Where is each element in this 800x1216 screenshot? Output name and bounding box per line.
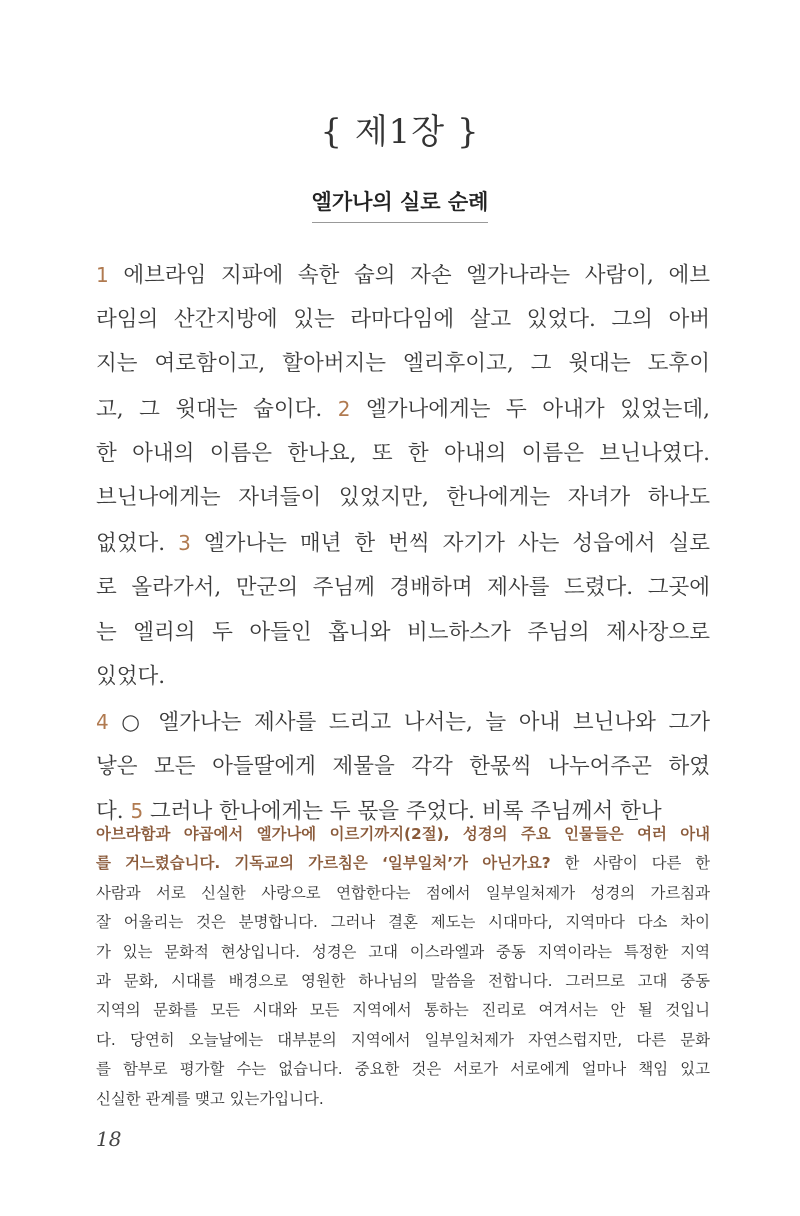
verse-line [96,521,710,566]
highlight-question: 아브라함과 야곱에서 엘가나에 이르기까지(2절), 성경의 주요 인물들은 여러 아내 [96,825,710,843]
text-segment: 브닌나에게는 자녀들이 있었지만, 한나에게는 자녀가 하나도 [96,485,710,511]
verse-line [96,432,710,477]
verse-number: 5 [130,799,144,824]
text-segment: 가 있는 문화적 현상입니다. 성경은 고대 이스라엘과 중동 지역이라는 특정한 지역 [96,942,710,961]
verse-line [96,476,710,521]
verse-line [96,566,710,611]
note-line [96,1026,710,1055]
note-line [96,1055,710,1084]
verse-line [96,655,710,700]
chapter-title: { 제1장 } [320,112,480,152]
note-line [96,879,710,908]
verse-number: 1 [96,263,109,287]
verse-number: 3 [178,531,191,556]
verse-line [96,387,710,432]
note-line [96,1085,710,1114]
text-segment: 로 올라가서, 만군의 주님께 경배하며 제사를 드렸다. 그곳에 [96,574,710,600]
note-line [96,908,710,937]
scripture-text [96,253,710,834]
verse-line [96,700,710,745]
text-segment: 를 함부로 평가할 수는 없습니다. 중요한 것은 서로가 서로에게 얼마나 책임 있고 [96,1060,710,1079]
note-line [96,938,710,967]
text-segment: 고, 그 윗대는 숩이다. [96,397,338,423]
verse-number: 4 [96,709,109,734]
commentary-box [96,820,710,1114]
text-segment: 과 문화, 시대를 배경으로 영원한 하나님의 말씀을 전합니다. 그러므로 고대 중동 [96,971,710,990]
verse-number: 2 [337,397,351,422]
text-segment: 라임의 산간지방에 있는 라마다임에 살고 있었다. 그의 아버 [96,306,710,332]
note-line [96,996,710,1025]
note-line [96,967,710,996]
text-segment: 지역의 문화를 모든 시대와 모든 지역에서 통하는 진리로 여겨서는 안 될 것입니 [96,1001,710,1020]
page-number: 18 [96,1127,122,1151]
text-segment: 신실한 관계를 맺고 있는가입니다. [96,1089,324,1108]
verse-line [96,611,710,656]
text-segment: 다. 당연히 오늘날에는 대부분의 지역에서 일부일처제가 자연스럽지만, 다른 문화 [96,1030,710,1049]
section-header [0,186,800,223]
text-segment: ○ 엘가나는 제사를 드리고 나서는, 늘 아내 브닌나와 그가 [108,709,710,735]
section-title: 엘가나의 실로 순례 [312,186,489,223]
text-segment: 엘가나는 매년 한 번씩 자기가 사는 성읍에서 실로 [190,531,710,557]
text-segment: 엘가나에게는 두 아내가 있었는데, [350,397,710,423]
text-segment: 한 사람이 다른 한 [550,854,711,873]
text-segment: 낳은 모든 아들딸에게 제물을 각각 한몫씩 나누어주곤 하였 [96,753,710,779]
note-line [96,849,710,878]
text-segment: 그러나 한나에게는 두 몫을 주었다. 비록 주님께서 한나 [143,799,662,825]
text-segment: 있었다. [96,664,166,690]
text-segment: 지는 여로함이고, 할아버지는 엘리후이고, 그 윗대는 도후이 [96,351,710,377]
highlight-question: 를 거느렸습니다. 기독교의 가르침은 ‘일부일처’가 아닌가요? [96,854,551,873]
text-segment: 에브라임 지파에 속한 숩의 자손 엘가나라는 사람이, 에브 [108,263,710,288]
text-segment: 잘 어울리는 것은 분명합니다. 그러나 결혼 제도는 시대마다, 지역마다 다소 차이 [96,913,710,932]
text-segment: 다. [96,799,131,825]
text-segment: 한 아내의 이름은 한나요, 또 한 아내의 이름은 브닌나였다. [96,440,710,466]
text-segment: 는 엘리의 두 아들인 홉니와 비느하스가 주님의 제사장으로 [96,619,710,645]
verse-line [96,253,710,298]
text-segment: 없었다. [96,531,179,557]
verse-line [96,745,710,790]
verse-line [96,342,710,387]
note-line [96,820,710,849]
verse-line [96,298,710,343]
text-segment: 사람과 서로 신실한 사랑으로 연합한다는 점에서 일부일처제가 성경의 가르침과 [96,883,710,902]
